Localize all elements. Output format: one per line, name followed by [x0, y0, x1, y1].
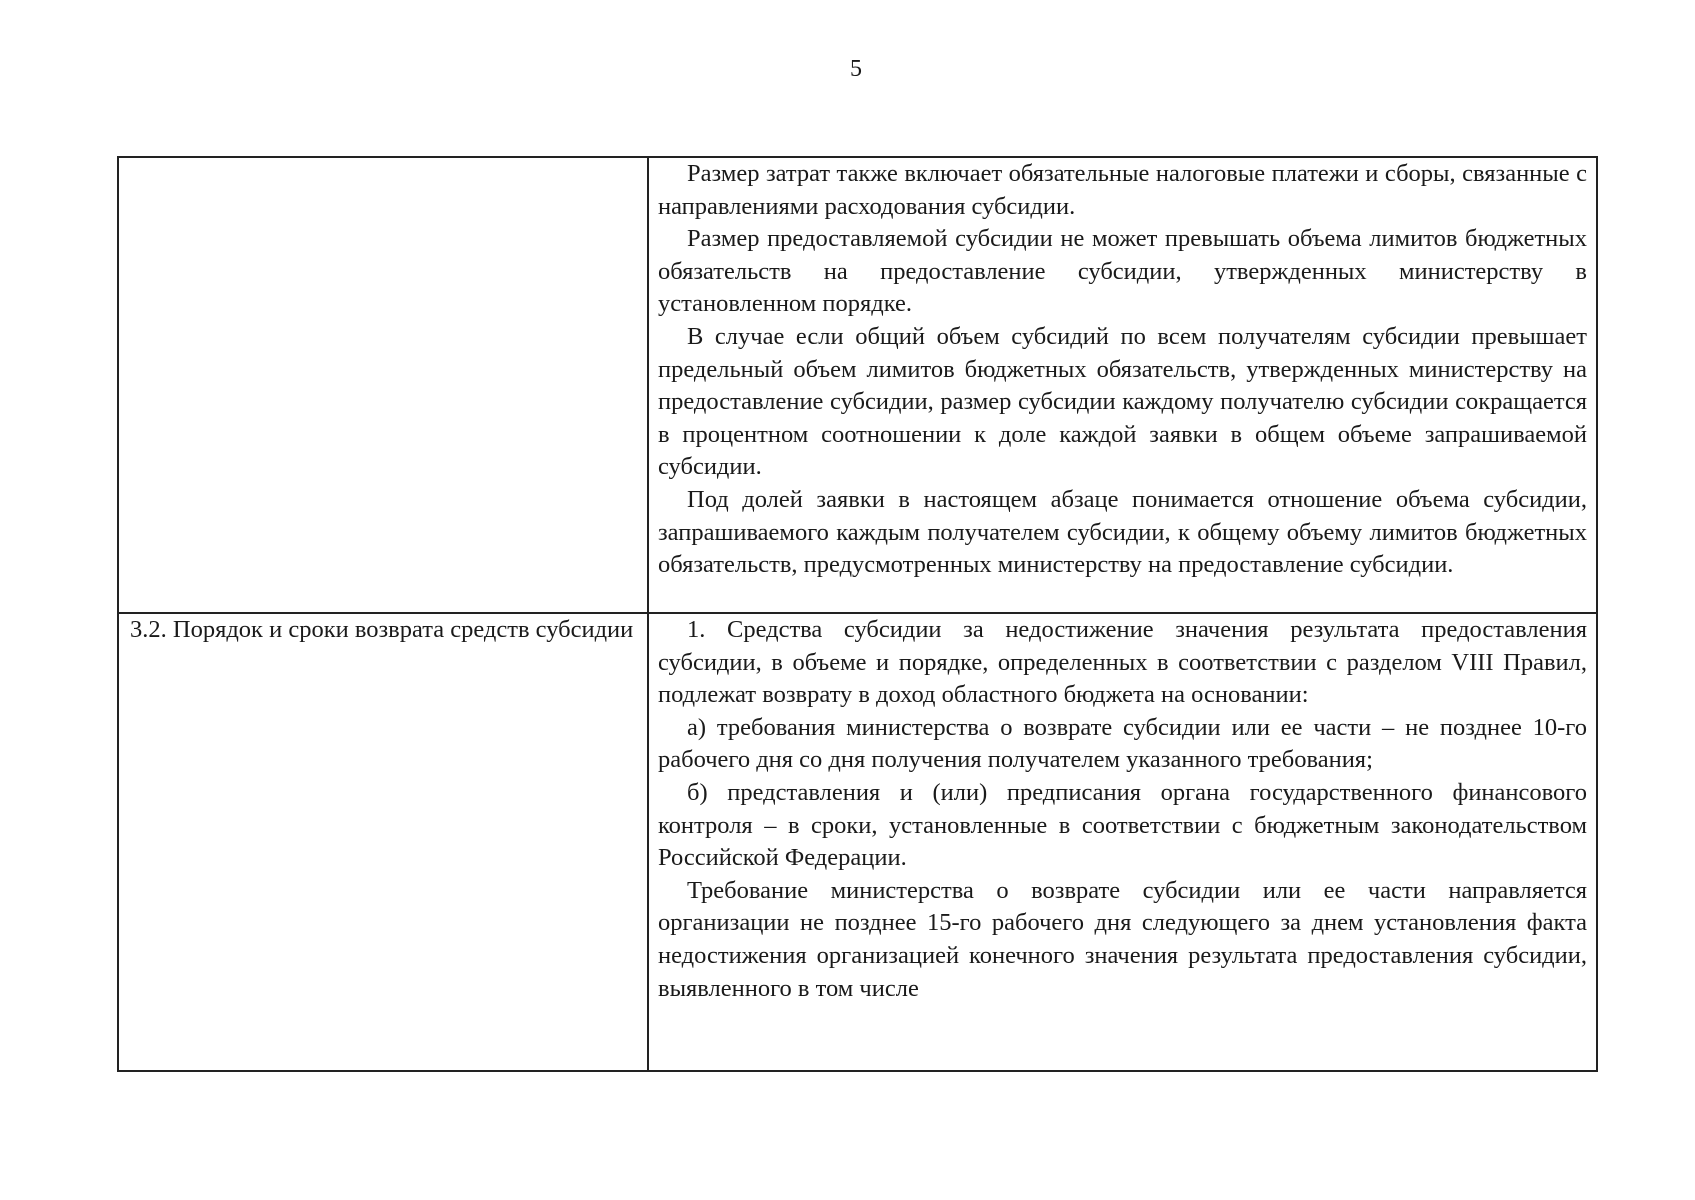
paragraph: Размер затрат также включает обязательные налоговые платежи и сборы, связанные с направлениями расходования субсидии. — [658, 160, 1587, 220]
paragraph: б) представления и (или) предписания органа государственного финансового контроля – в сроки, установленные в соответствии с бюджетным законодательством Российской Федерации. — [658, 778, 1587, 872]
table-cell-right — [648, 613, 1597, 1071]
table-cell-left — [118, 157, 648, 613]
table-cell-left — [118, 613, 648, 1071]
table-row — [118, 613, 1597, 1071]
page-number: 5 — [850, 56, 862, 82]
paragraph: Размер предоставляемой субсидии не может превышать объема лимитов бюджетных обязательств на предоставление субсидии, утвержденных министерству в установленном порядке. — [658, 225, 1587, 318]
paragraph: а) требования министерства о возврате субсидии или ее части – не позднее 10-го рабочего дня со дня получения получателем указанного требования; — [658, 713, 1587, 774]
paragraph: 1. Средства субсидии за недостижение значения результата предоставления субсидии, в объеме и порядке, определенных в соответствии с разделом VIII Правил, подлежат возврату в доход областного бюджета на основании: — [658, 616, 1587, 709]
paragraph: Требование министерства о возврате субсидии или ее части направляется организации не позднее 15-го рабочего дня следующего за днем установления факта недостижения организацией конечного значения результата предоставления субсидии, выявленного в том числе — [658, 876, 1587, 1002]
paragraph: Под долей заявки в настоящем абзаце понимается отношение объема субсидии, запрашиваемого каждым получателем субсидии, к общему объему лимитов бюджетных обязательств, предусмотренных министерству на предоставление субсидии. — [658, 485, 1587, 579]
paragraph: В случае если общий объем субсидий по всем получателям субсидии превышает предельный объем лимитов бюджетных обязательств, утвержденных министерству на предоставление субсидии, размер субсидии каждому получателю субсидии сокращается в процентном соотношении к доле каждой заявки в общем объеме запрашиваемой субсидии. — [658, 322, 1587, 481]
document-table — [117, 156, 1598, 1072]
row-heading: 3.2. Порядок и сроки возврата средств субсидии — [130, 616, 634, 643]
table-cell-right — [648, 157, 1597, 613]
table-row — [118, 157, 1597, 613]
